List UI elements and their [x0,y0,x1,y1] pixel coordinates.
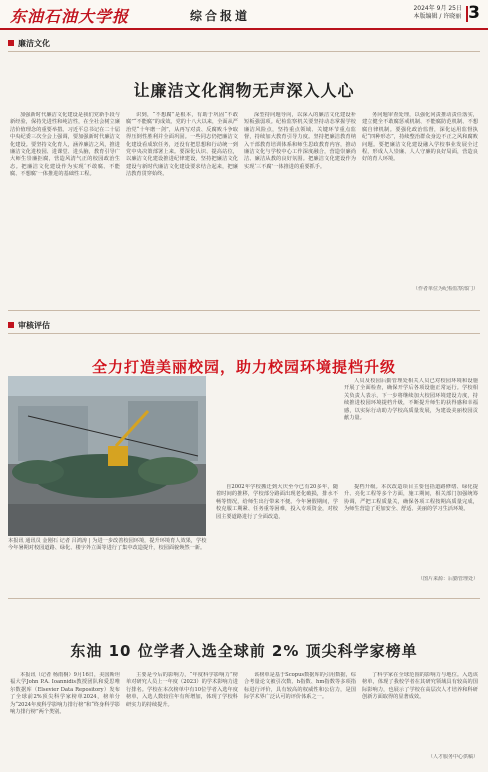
article-column [244,672,356,762]
article-headline: 全力打造美丽校园，助力校园环境提档升级 [91,358,396,376]
article-column [344,484,478,574]
article-text: 深型持问题导向，以深入的廉洁文化建设补短板强弱项。纪检监察机关要坚持动态掌握学校廉洁风险点，坚持重点领域、关键环节重点监督，持续加大教育引导力度。坚持把廉洁教育纳入干部教育培训体系和师生思政教育内容，推动廉洁文化与学校中心工作深度融合，营造崇廉尚洁、廉洁从教的良好氛围。把廉洁文化建设作为实现‘三不腐’一体推进的重要抓手。 [244,112,356,170]
article-text: 该榜单是基于Scopus数据库的引用数据，综合考量论文被引次数、h指数、hm指数等多项指标进行评价，具有较高的权威性和公信力，是国际学术界广泛认可的评价体系之一。 [244,672,356,701]
article-column [216,484,338,574]
photo-caption: 本报讯 通讯员 金刚石 记者 吕鸿涛 | 为进一步改善校园环境，提升环境育人效果，学校今年暑期对校园道路、绿化、楼宇外立面等进行了集中改造提升，校园面貌焕然一新。 [8,538,207,552]
article-column [126,112,238,302]
section-tab-label: 审核评估 [18,320,50,330]
section-tab-integrity [8,36,50,50]
article-text: 人员及校园后勤管理处相关人员已对校园环境和设施开展了全面检查，确保开学后各项设施正常运行。学校相关负责人表示，下一步将继续加大校园环境建设力度，持续推进校园环境提档升级，不断提升师生的获得感和幸福感，以实际行动助力学校高质量发展，为建设美丽校园贡献力量。 [344,378,478,422]
article-text: 主要是今后的影响力，“年度科学影响力”榜单对研究人员上一年度（2023）的学术影响力进行排名。学校在本次榜单中有10位学者入选年度榜单，入选人数较往年有所增加，体现了学校科研实力的持续提升。 [126,672,238,708]
campus-photo [8,376,206,536]
article-text: 本报讯（记者 杨雨桐）9月16日，美国斯坦福大学John P.A. Ioannidis教授团队和爱思唯尔数据库（Elsevier Data Repository）发布了全球前2%顶尖科学家榜单2024，榜单分为“2024年度科学影响力排行榜”和“终身科学影响力排行榜”两个类别。 [10,672,120,716]
section-marker-icon [8,40,14,46]
section-tab-label: 廉洁文化 [18,38,50,48]
article-column [362,112,478,284]
article-column [244,112,356,302]
section-tab-review [8,318,50,332]
article-headline: 让廉洁文化润物无声深入人心 [133,81,355,100]
masthead-info [413,5,462,21]
article-text: 识到，“不想腐”是根本，有助于巩固“不敢腐”“不能腐”的成效。党的十八大以来，全面从严治党“十年磨一剑”，从再写对责、反腐败斗争取得压倒性胜利并全面巩固。一些同志仍把廉洁文化建设看成软任务，还没有把思想和行动统一到党中央决策部署上来。要深化认识、提高站位，以廉洁文化建设推进纪律建设，坚持把廉洁文化建设与新时代廉洁文化建设要求结合起来，把廉洁教育贯穿始终。 [126,112,238,178]
section-marker-icon [8,322,14,328]
article-text: 自2002年学校搬迁到大庆至今已有20多年，随着时间的推移，学校部分路面出现老化破损，排水不畅等情况，给师生出行带来不便。今年暑假期间，学校克服工期紧、任务重等困难，投入专项资金，对校园主要道路进行了全面改造， [216,484,338,520]
newspaper-logo: 东油石油大学报 [10,7,130,26]
article-column [10,672,120,762]
article-column [362,672,478,752]
page-number: 3 [468,3,480,23]
article-text: 加强新时代廉洁文化建设是我们党新手段与新经验，保持先进性和纯洁性，在全社会树立廉洁价值理念的重要举措。习近平总书记在二十届中央纪委三次全会上强调，要加强新时代廉洁文化建设。要坚持文化育人，涵养廉洁之风，推进廉洁文化进校园、进课堂、进头脑，教育引导广大师生崇廉拒腐，营造风清气正的校园政治生态。把廉洁文化建设作为实现‘不敢腐、不能腐、不想腐’一体推进的基础性工程。 [10,112,120,178]
article-column [10,112,120,302]
campus-renovation-image [8,376,206,536]
article-column [126,672,238,762]
masthead [0,0,488,30]
article-column [344,378,478,478]
article-text: 提档升级。本次改造项目主要包括道路修缮、绿化提升、亮化工程等多个方面，施工期间，相关部门加强统筹协调，严把工程质量关，确保各项工程按期高质量完成，为师生营造了更加安全、舒适、美丽的学习生活环境。 [344,484,478,513]
article-note: （作者单位为纪检监察部门） [412,286,478,292]
article-text: 务问题审查处理，以强化问责推动责任落实，建立健全不敢腐惩戒机制、不能腐防范机制、不想腐自律机制。要强化政治监督，深化运用监督执纪“四种形态”，持续整治群众身边不正之风和腐败问题。要把廉洁文化建设融入学校事业发展全过程，形成人人崇廉、人人守廉的良好局面，营造良好的育人环境。 [362,112,478,163]
issue-date: 2024年 9月 25日 [413,5,462,12]
section-rule [8,51,480,52]
page-editor: 本版编辑 / 许晓丽 [413,13,462,20]
article-text: 了科学家在全球范围的影响力与地位。入选该榜单，体现了我校学者在其研究领域具有较高的国际影响力，也展示了学校在高层次人才培养和科研创新方面取得的显著成效。 [362,672,478,701]
section-divider [8,598,480,599]
section-rule [8,333,480,334]
page-section-title: 综合报道 [190,9,251,23]
article-note: （图片来源：后勤管理处） [417,576,478,582]
section-divider [8,310,480,311]
article-note: （人才服务中心供稿） [427,754,478,760]
article-headline: 东油 10 位学者入选全球前 2% 顶尖科学家榜单 [70,642,418,660]
